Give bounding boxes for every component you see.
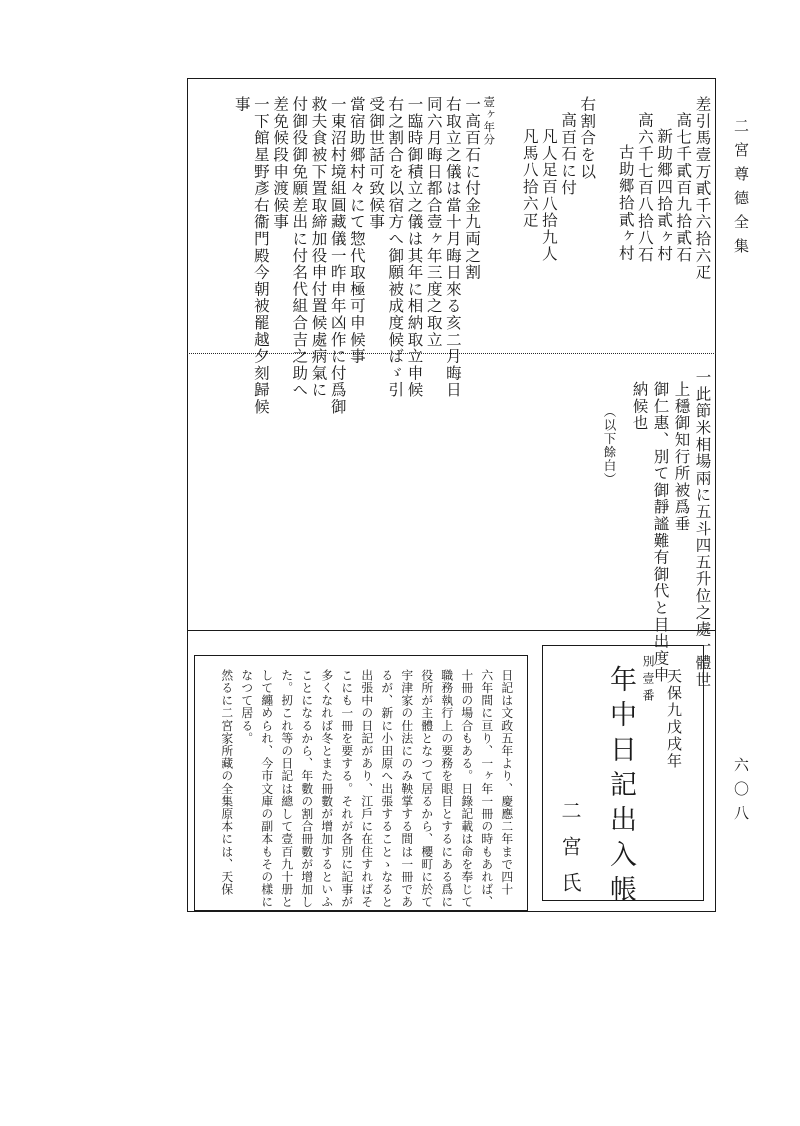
text-column: 壹ヶ年分 bbox=[482, 96, 497, 146]
text-column: 一臨時御積立之儀は其年に相納取立申候 bbox=[405, 96, 424, 399]
text-column: 古助郷拾貳ヶ村 bbox=[616, 144, 635, 262]
note-line: 日記は文政五年より、慶應二年まで四十 bbox=[499, 669, 514, 896]
note-line: た。扨これ等の日記は總して壹百九十册と bbox=[279, 669, 294, 909]
document-author: 二宮氏 bbox=[558, 800, 582, 908]
text-column: 新助郷四拾貳ヶ村 bbox=[655, 128, 674, 263]
text-column: 御仁惠、別て御靜謐難有御代と目出度申 bbox=[651, 381, 670, 684]
text-column: 上穩御知行所被爲垂 bbox=[672, 381, 691, 533]
text-column: 付御役御免願差出に付名代組合吉之助へ bbox=[290, 96, 309, 399]
section-divider-lower bbox=[187, 630, 716, 631]
note-line: 多くなれば冬とまた冊數が增加するといふ bbox=[319, 669, 334, 909]
text-column: 納候也 bbox=[630, 381, 649, 432]
text-column: 高百石に付 bbox=[559, 112, 578, 196]
note-line: こにも一冊を要する。それが各別に記事が bbox=[339, 669, 354, 909]
running-header-title: 二宮尊德全集 bbox=[732, 118, 750, 262]
text-column: 當宿助郷村々にて惣代取極可申候事 bbox=[347, 96, 366, 365]
note-line: 出張中の日記があり、江戶に在住すればそ bbox=[359, 669, 374, 909]
note-line: 宇津家の仕法にのみ鞅掌する間は一冊であ bbox=[399, 669, 414, 909]
text-column: 凡馬八拾六疋 bbox=[520, 128, 539, 229]
note-line: ことになるから、年數の割合冊數が增加し bbox=[299, 669, 314, 909]
text-column: 高六千七百八拾八石 bbox=[635, 112, 654, 264]
document-subtitle: 別壹番 bbox=[641, 655, 655, 706]
text-column: 差引馬壹万貳千六拾六疋 bbox=[693, 96, 712, 281]
text-column: 受御世話可致候事 bbox=[367, 96, 386, 231]
text-column: 同六月晦日都合壹ヶ年三度之取立 bbox=[424, 96, 443, 348]
text-column: 救夫食被下置取締加役申付置候處病氣に bbox=[309, 96, 328, 399]
page-number: 六〇八 bbox=[732, 757, 750, 829]
text-column: 右割合を以 bbox=[578, 96, 597, 180]
document-era: 天保九戊戌年 bbox=[665, 668, 683, 770]
text-column: 事 bbox=[232, 96, 251, 113]
note-line: 然るに二宮家所藏の全集原本には、天保 bbox=[219, 669, 234, 896]
note-line: なつて居る。 bbox=[239, 669, 254, 745]
text-column: 差免候段申渡候事 bbox=[271, 96, 290, 231]
text-column: 高七千貳百九拾貳石 bbox=[674, 112, 693, 264]
note-line: 職務執行上の要務を眼目とするにある爲に bbox=[439, 669, 454, 909]
text-column: 右取立之儀は當十月晦日來る亥二月晦日 bbox=[443, 96, 462, 399]
note-line: 六年間に亘り、一ヶ年一冊の時もあれば、 bbox=[479, 669, 494, 909]
document-main-title: 年中日記出入帳 bbox=[605, 665, 636, 910]
remainder-note: （以下餘白） bbox=[602, 405, 617, 486]
text-column: 一東沼村境組圓藏儀一昨申年凶作に付爲御 bbox=[328, 96, 347, 416]
note-line: 役所が主體となつて居るから、櫻町に於て bbox=[419, 669, 434, 909]
note-line: して纏められ、今市文庫の副本もその樣に bbox=[259, 669, 274, 909]
note-line: 十冊の場合もある。日錄記載は命を奉じて bbox=[459, 669, 474, 909]
text-column: 一高百石に付金九両之割 bbox=[463, 96, 482, 281]
text-column: 一下館星野彥右衞門殿今朝被罷越夕刻歸候 bbox=[251, 96, 270, 416]
note-line: るが、新に小田原へ出張することゝなると bbox=[379, 669, 394, 909]
text-column: 凡人足百八拾九人 bbox=[539, 128, 558, 263]
text-column: 右之割合を以宿方へ御願被成度候ばゞ引 bbox=[386, 96, 405, 399]
text-column: 一此節米相場兩に五斗四五升位之處一體世 bbox=[693, 369, 712, 689]
